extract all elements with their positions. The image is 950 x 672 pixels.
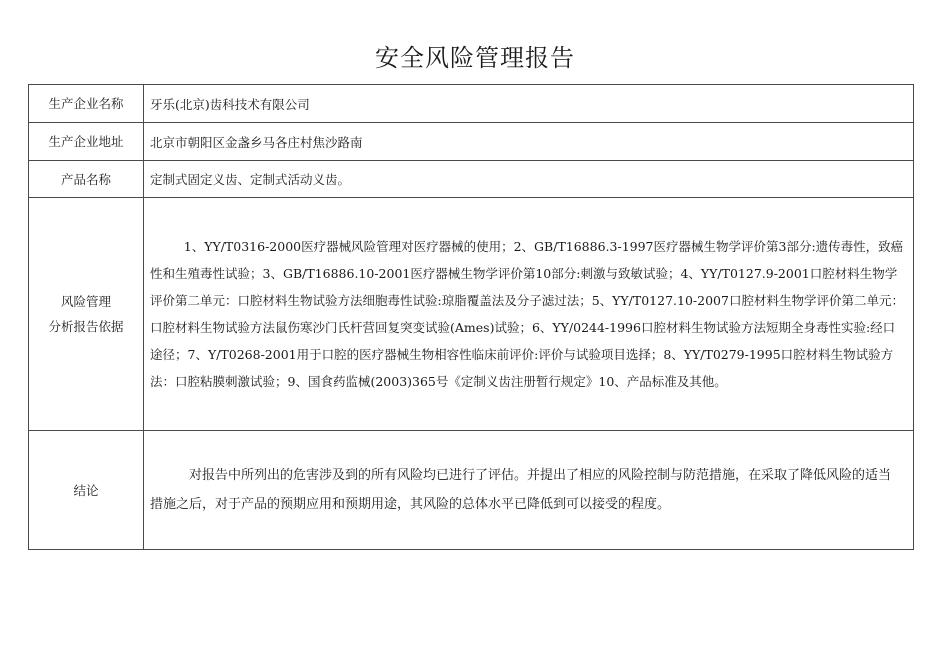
product-name-label: 产品名称: [29, 161, 144, 198]
page-title: 安全风险管理报告: [375, 44, 575, 72]
company-name-value: 牙乐(北京)齿科技术有限公司: [144, 85, 914, 123]
conclusion-value: [144, 431, 914, 550]
conclusion-label: 结论: [29, 431, 144, 550]
table-row-conclusion: [29, 431, 914, 550]
report-table: [28, 84, 914, 550]
table-row-analysis-basis: [29, 198, 914, 431]
table-row-company-name: [29, 85, 914, 123]
company-address-value: 北京市朝阳区金盏乡马各庄村焦沙路南: [144, 123, 914, 161]
analysis-basis-value: [144, 198, 914, 431]
product-name-value: 定制式固定义齿、定制式活动义齿。: [144, 161, 914, 198]
company-address-label: 生产企业地址: [29, 123, 144, 161]
table-row-company-address: [29, 123, 914, 161]
company-name-label: 生产企业名称: [29, 85, 144, 123]
analysis-basis-label-line1: 风险管理: [60, 294, 111, 309]
analysis-basis-label: [29, 198, 144, 431]
analysis-basis-label-line2: 分析报告依据: [48, 319, 124, 334]
table-row-product-name: [29, 161, 914, 198]
conclusion-text: 对报告中所列出的危害涉及到的所有风险均已进行了评估。并提出了相应的风险控制与防范措施，在采取了降低风险的适当措施之后，对于产品的预期应用和预期用途，其风险的总体水平已降低到可以接受的程度。: [150, 468, 892, 512]
analysis-basis-text: 1、YY/T0316-2000医疗器械风险管理对医疗器械的使用；2、GB/T16886.3-1997医疗器械生物学评价第3部分:遗传毒性，致癌性和生殖毒性试验；3、GB/T16886.10-2001医疗器械生物学评价第10部分:刺激与致敏试验；4、YY/T0127.9-2001口腔材料生物学评价第二单元：口腔材料生物试验方法细胞毒性试验:琼脂覆盖法及分子滤过法；5、YY/T0127.10-2007口腔材料生物学评价第二单元：口腔材料生物试验方法鼠伤寒沙门氏杆营回复突变试验(Ames)试验；6、YY/0244-1996口腔材料生物试验方法短期全身毒性实验:经口途径；7、Y/T0268-2001用于口腔的医疗器械生物相容性临床前评价:评价与试验项目选择；8、YY/T0279-1995口腔材料生物试验方法：口腔粘膜刺激试验；9、国食药监械(2003)365号《定制义齿注册暂行规定》10、产品标准及其他。: [150, 239, 904, 389]
